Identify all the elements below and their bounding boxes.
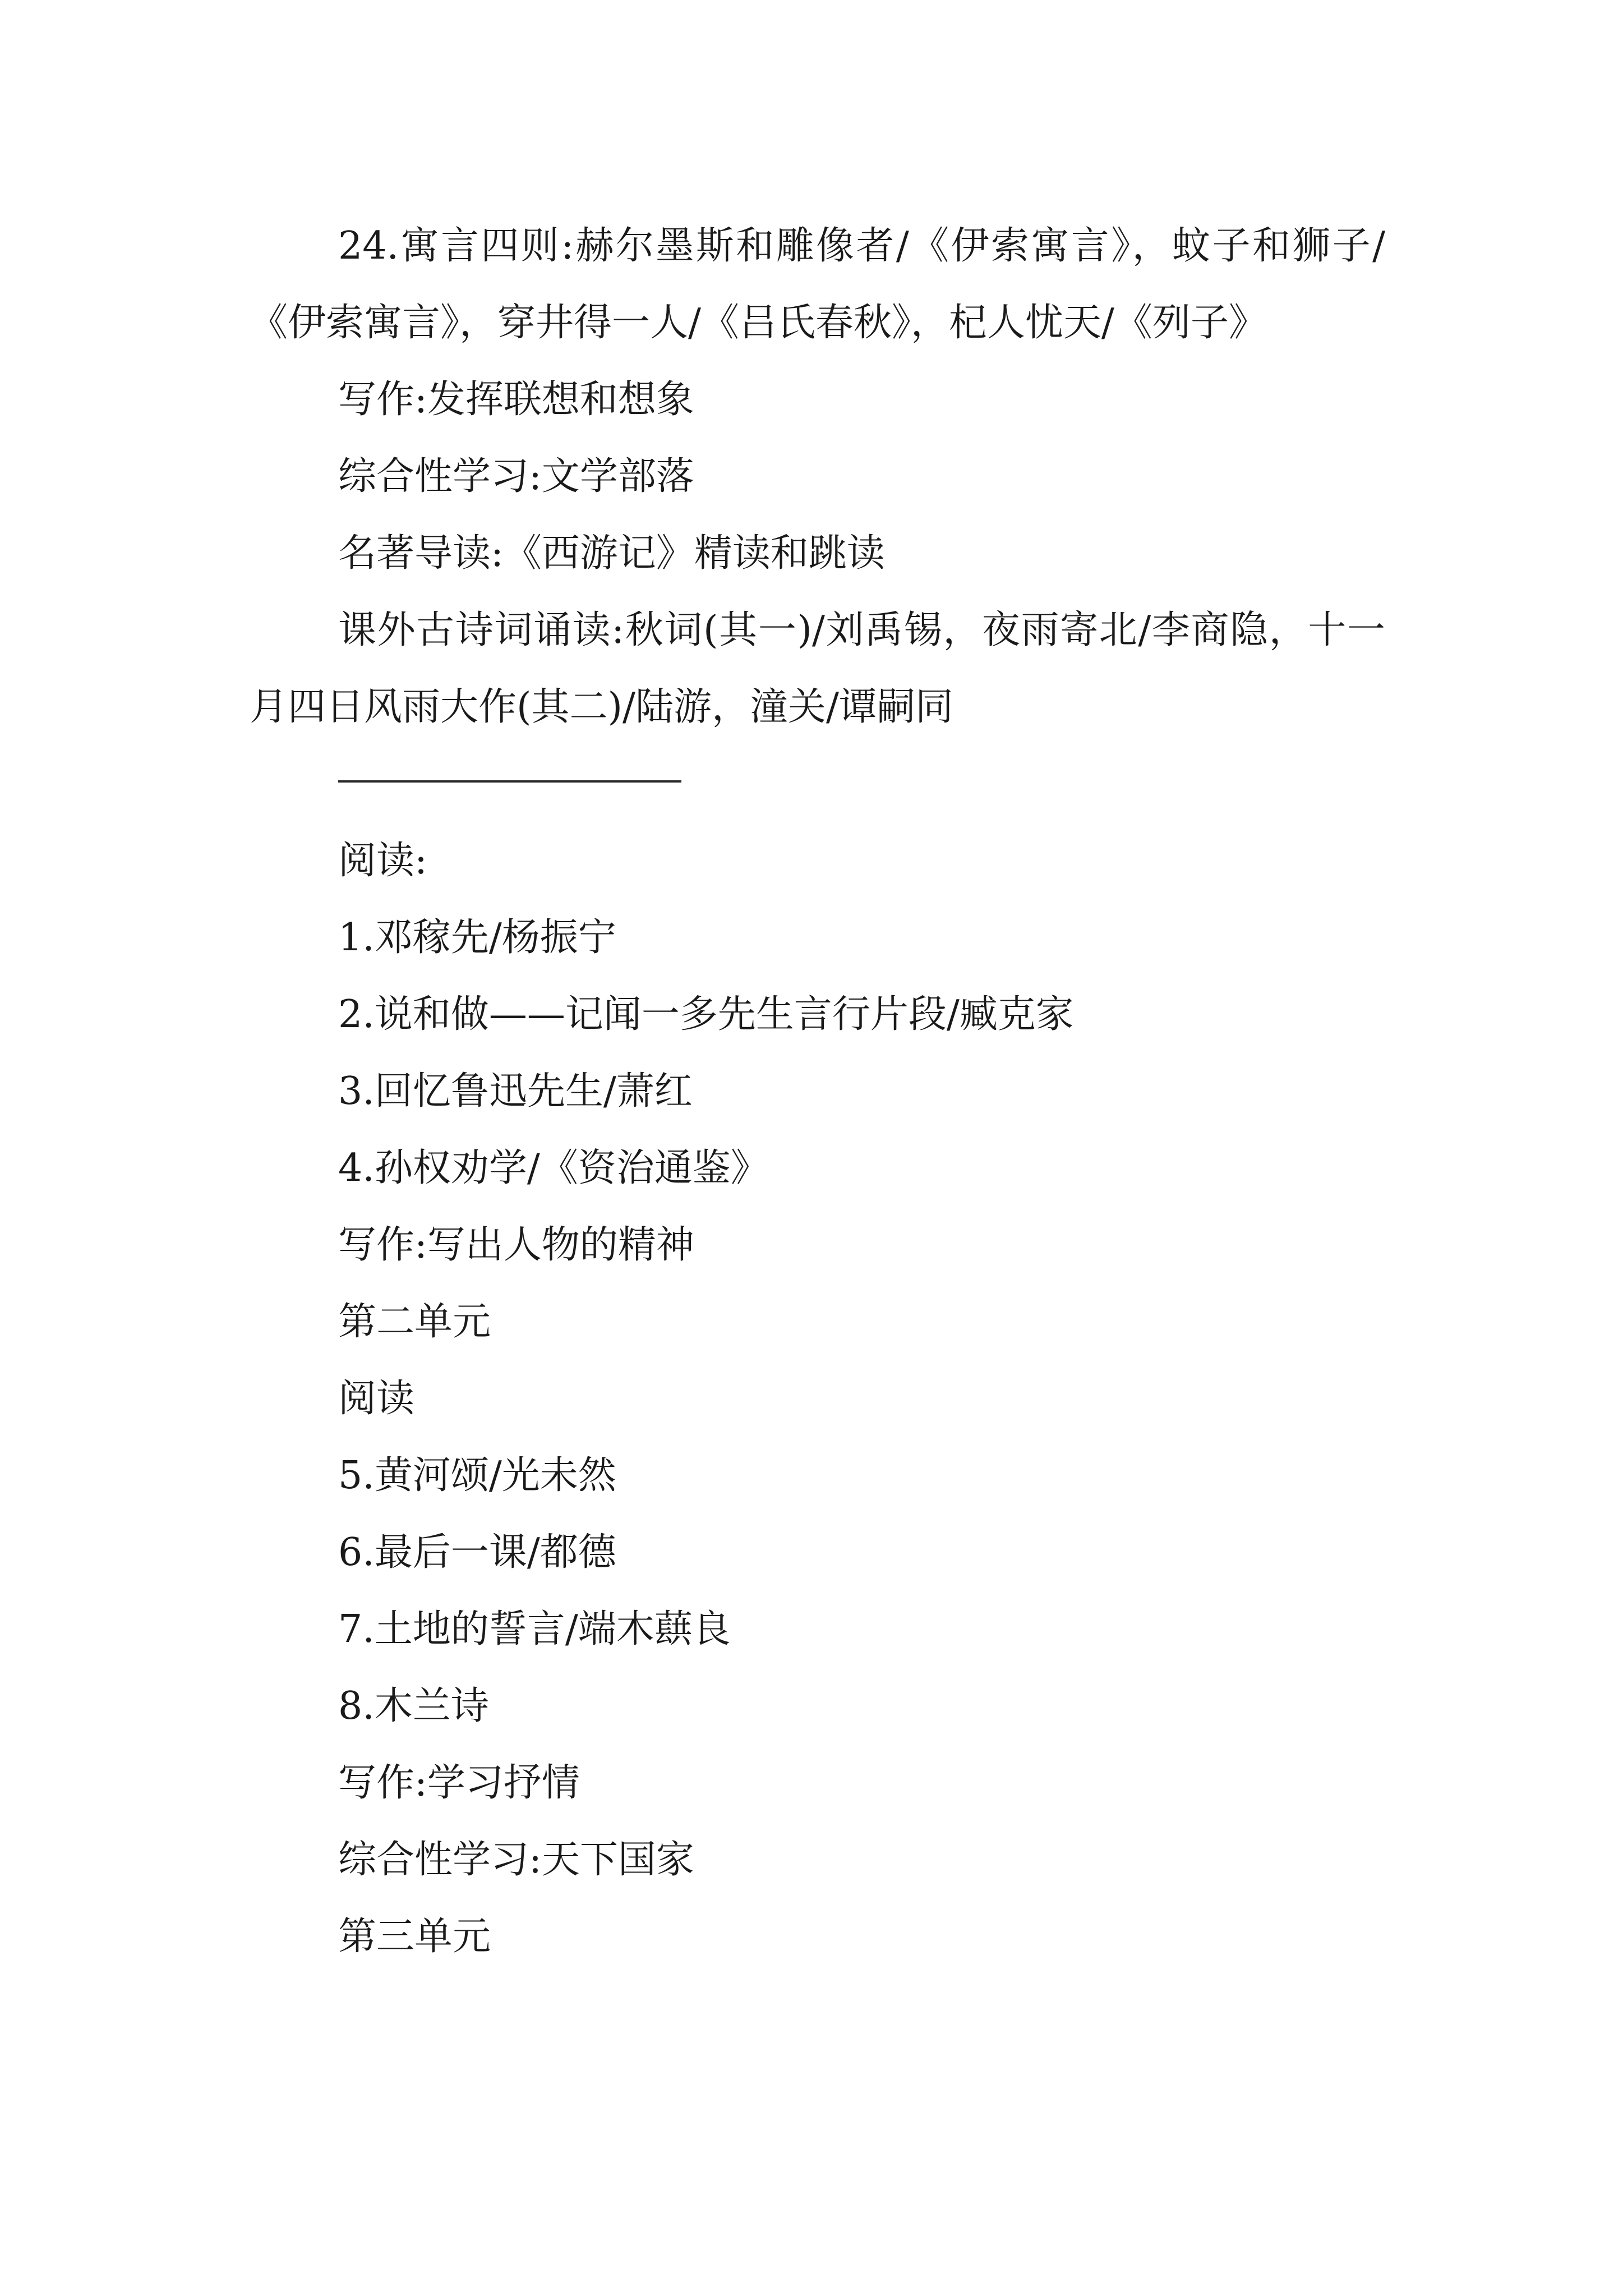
section-divider: [250, 746, 1385, 822]
unit-heading: 第二单元: [338, 1300, 491, 1344]
reading-heading: 阅读: [338, 1377, 415, 1421]
writing-line: 写作:发挥联想和想象: [338, 378, 694, 422]
unit-heading: 第三单元: [338, 1915, 491, 1959]
list-item: 4.孙权劝学/《资治通鉴》: [338, 1146, 769, 1190]
divider-line: [338, 780, 681, 783]
fable-lesson-paragraph: 24.寓言四则:赫尔墨斯和雕像者/《伊索寓言》，蚊子和狮子/《伊索寓言》，穿井得一人/《吕氏春秋》，杞人忧天/《列子》: [250, 224, 1385, 345]
list-item: 6.最后一课/都德: [338, 1530, 616, 1575]
poetry-reading-paragraph: 课外古诗词诵读:秋词(其一)/刘禹锡，夜雨寄北/李商隐，十一月四日风雨大作(其二)/陆游，潼关/谭嗣同: [250, 608, 1385, 729]
list-item: 1.邓稼先/杨振宁: [338, 915, 616, 960]
list-item: 5.黄河颂/光未然: [338, 1453, 616, 1498]
list-item: 7.土地的誓言/端木蕻良: [338, 1607, 731, 1651]
reading-heading: 阅读:: [338, 839, 427, 883]
classic-reading-line: 名著导读:《西游记》精读和跳读: [338, 531, 885, 576]
writing-line: 写作:学习抒情: [338, 1761, 580, 1805]
integrated-study-line: 综合性学习:天下国家: [338, 1838, 694, 1882]
integrated-study-line: 综合性学习:文学部落: [338, 454, 694, 499]
list-item: 2.说和做——记闻一多先生言行片段/臧克家: [338, 992, 1074, 1037]
document-body: [250, 208, 1385, 1975]
list-item: 3.回忆鲁迅先生/萧红: [338, 1069, 693, 1114]
writing-line: 写作:写出人物的精神: [338, 1223, 694, 1267]
list-item: 8.木兰诗: [338, 1684, 489, 1728]
